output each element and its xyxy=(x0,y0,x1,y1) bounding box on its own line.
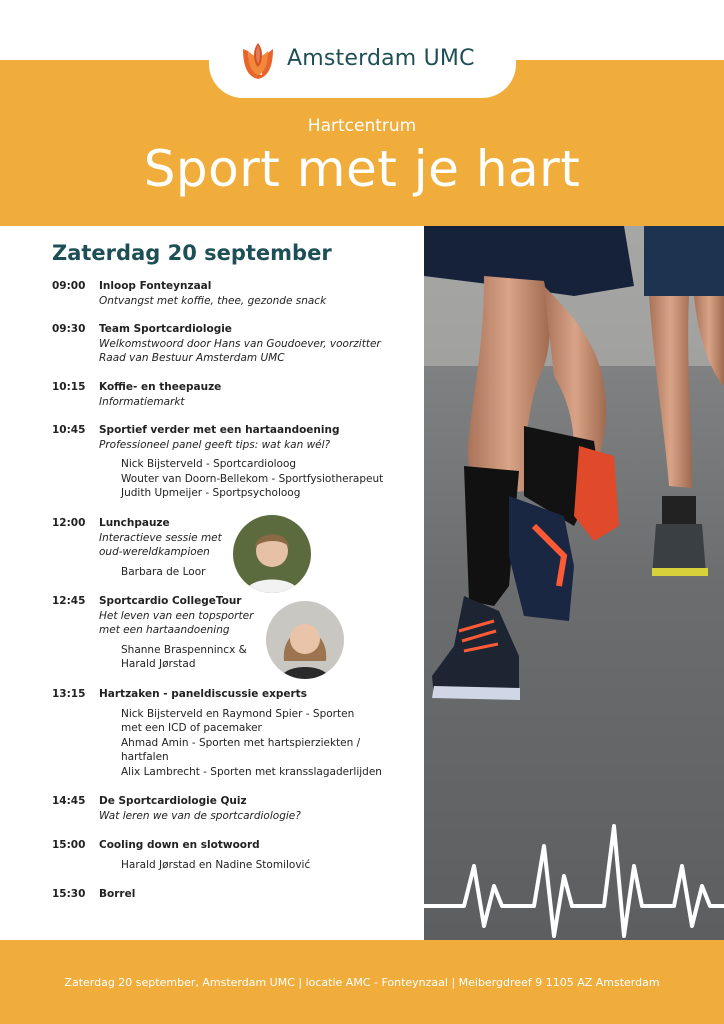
program-content xyxy=(99,887,417,902)
program-description: Het leven van een topsporter xyxy=(99,609,254,622)
date-heading: Zaterdag 20 september xyxy=(52,241,332,265)
program-content xyxy=(99,794,417,823)
program-title: Koffie- en theepauze xyxy=(99,381,222,393)
footer-info: Zaterdag 20 september, Amsterdam UMC | locatie AMC - Fonteynzaal | Meibergdreef 9 1105 AZ Amsterdam xyxy=(64,976,660,989)
subtitle: Hartcentrum xyxy=(307,116,417,136)
program-description: met een hartaandoening xyxy=(99,624,230,636)
program-content xyxy=(99,380,417,409)
tulip-logo-icon xyxy=(240,41,276,81)
runners-photo xyxy=(424,226,724,940)
program-title: Sportcardio CollegeTour xyxy=(99,595,242,607)
program-content xyxy=(99,322,417,366)
speaker-photo-barbara xyxy=(233,515,311,593)
program-time: 09:30 xyxy=(52,323,86,335)
speaker-name: met een ICD of pacemaker xyxy=(121,722,262,734)
program-content xyxy=(99,423,417,501)
program-time: 10:15 xyxy=(52,381,86,393)
page-title: Sport met je hart xyxy=(143,140,581,198)
program-description: Ontvangst met koffie, thee, gezonde snack xyxy=(99,294,327,307)
speaker-name: Nick Bijsterveld - Sportcardioloog xyxy=(121,458,297,470)
speaker-list xyxy=(99,858,417,873)
speaker-list xyxy=(99,707,417,780)
program-content xyxy=(99,279,417,308)
program-description: Professioneel panel geeft tips: wat kan wél? xyxy=(99,438,331,451)
program-title: Inloop Fonteynzaal xyxy=(99,280,212,292)
speaker-photo-shanne xyxy=(266,601,344,679)
program-description: Wat leren we van de sportcardiologie? xyxy=(99,809,301,822)
speaker-list xyxy=(99,457,417,501)
speaker-name: Judith Upmeijer - Sportpsycholoog xyxy=(121,487,301,499)
program-description: Raad van Bestuur Amsterdam UMC xyxy=(99,352,285,364)
program-time: 15:30 xyxy=(52,888,86,900)
speaker-name: Barbara de Loor xyxy=(121,565,206,578)
program-time: 12:45 xyxy=(52,595,86,607)
program-content xyxy=(99,687,417,779)
program-time: 10:45 xyxy=(52,424,86,436)
speaker-name: Shanne Braspennincx & xyxy=(121,643,247,656)
program-title: Hartzaken - paneldiscussie experts xyxy=(99,688,307,700)
program-title: Sportief verder met een hartaandoening xyxy=(99,424,340,436)
program-title: Team Sportcardiologie xyxy=(99,323,232,335)
program-time: 15:00 xyxy=(52,839,86,851)
program-title: Lunchpauze xyxy=(99,517,170,529)
speaker-name: Ahmad Amin - Sporten met hartspierziekten / xyxy=(121,736,361,749)
speaker-name: Nick Bijsterveld en Raymond Spier - Sporten xyxy=(121,707,355,720)
logo-text: Amsterdam UMC xyxy=(287,46,475,71)
program-time: 09:00 xyxy=(52,280,86,292)
speaker-name: hartfalen xyxy=(121,751,169,763)
program-description: Interactieve sessie met xyxy=(99,531,222,544)
program-time: 14:45 xyxy=(52,795,86,807)
program-description: oud-wereldkampioen xyxy=(99,546,210,558)
speaker-list xyxy=(99,643,417,672)
program-title: De Sportcardiologie Quiz xyxy=(99,795,247,807)
program-time: 13:15 xyxy=(52,688,86,700)
program-description: Welkomstwoord door Hans van Goudoever, voorzitter xyxy=(99,337,381,350)
program-description: Informatiemarkt xyxy=(99,395,185,408)
program-content xyxy=(99,838,417,872)
speaker-name: Wouter van Doorn-Bellekom - Sportfysiotherapeut xyxy=(121,472,384,485)
program-title: Borrel xyxy=(99,888,136,900)
speaker-name: Harald Jørstad xyxy=(121,658,196,670)
program-time: 12:00 xyxy=(52,517,86,529)
speaker-name: Harald Jørstad en Nadine Stomilović xyxy=(121,858,311,871)
program-title: Cooling down en slotwoord xyxy=(99,839,260,851)
speaker-name: Alix Lambrecht - Sporten met kransslagaderlijden xyxy=(121,765,382,778)
program-content xyxy=(99,594,417,672)
